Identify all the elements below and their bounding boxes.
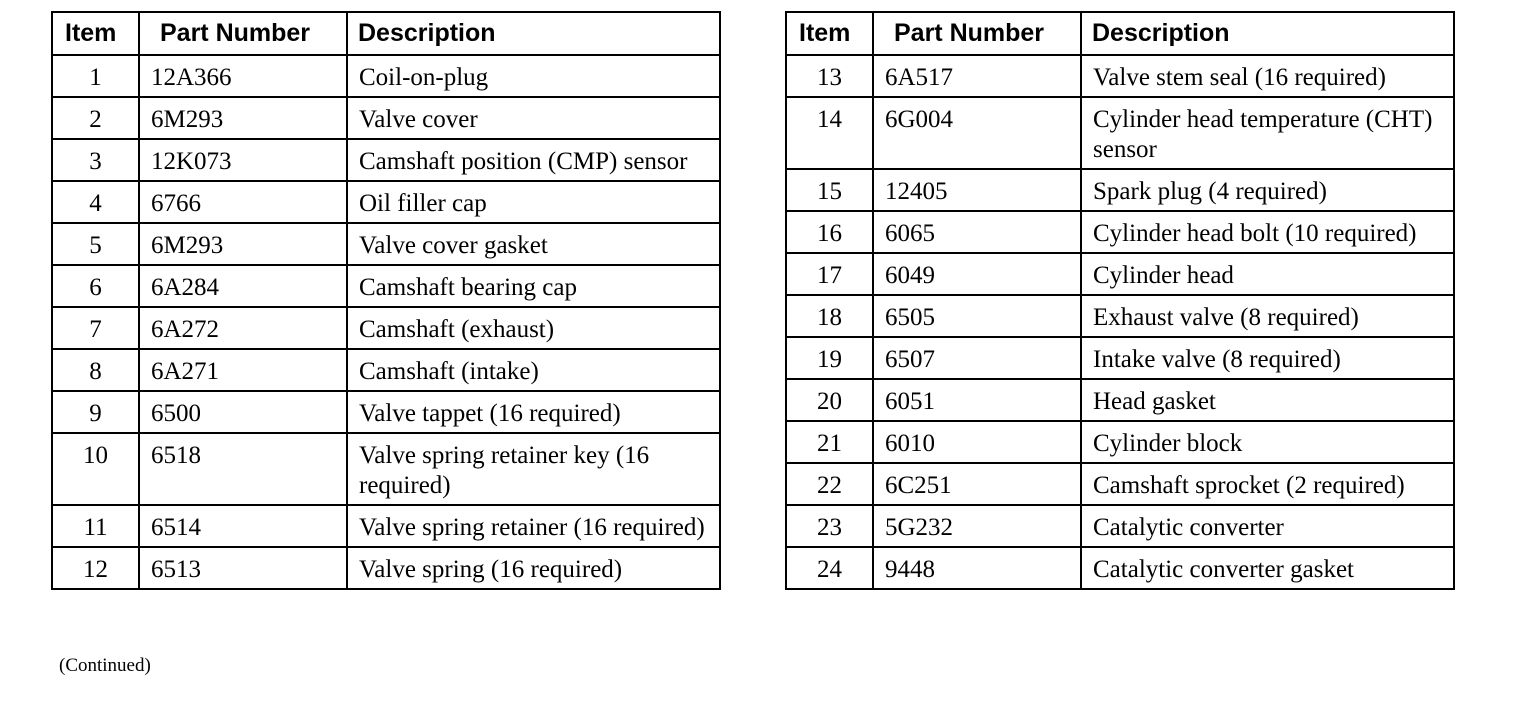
part-number-cell: 5G232	[873, 505, 1081, 547]
description-cell: Exhaust valve (8 required)	[1081, 295, 1454, 337]
part-number-cell: 6051	[873, 379, 1081, 421]
description-cell: Valve cover	[347, 97, 720, 139]
description-cell: Camshaft (intake)	[347, 349, 720, 391]
part-number-cell: 6766	[139, 181, 347, 223]
item-number-cell: 17	[786, 253, 873, 295]
part-number-cell: 6A284	[139, 265, 347, 307]
item-number-cell: 22	[786, 463, 873, 505]
table-row	[52, 223, 720, 265]
table-row	[786, 211, 1454, 253]
column-header-item: Item	[786, 12, 873, 55]
header-row	[786, 12, 1454, 55]
part-number-cell: 6G004	[873, 97, 1081, 169]
part-number-cell: 6514	[139, 505, 347, 547]
table-row	[52, 139, 720, 181]
description-cell: Coil-on-plug	[347, 55, 720, 97]
item-number-cell: 12	[52, 547, 139, 589]
table-row	[786, 97, 1454, 169]
column-header-description: Description	[1081, 12, 1454, 55]
item-number-cell: 19	[786, 337, 873, 379]
table-row	[786, 547, 1454, 589]
item-number-cell: 18	[786, 295, 873, 337]
table-row	[786, 463, 1454, 505]
header-row	[52, 12, 720, 55]
continued-note: (Continued)	[59, 655, 151, 676]
part-number-cell: 6500	[139, 391, 347, 433]
item-number-cell: 10	[52, 433, 139, 505]
table-row	[786, 169, 1454, 211]
part-number-cell: 12405	[873, 169, 1081, 211]
description-cell: Valve tappet (16 required)	[347, 391, 720, 433]
part-number-cell: 6C251	[873, 463, 1081, 505]
description-cell: Valve stem seal (16 required)	[1081, 55, 1454, 97]
description-cell: Cylinder block	[1081, 421, 1454, 463]
part-number-cell: 6M293	[139, 97, 347, 139]
parts-table-left	[51, 11, 721, 590]
table-row	[52, 307, 720, 349]
part-number-cell: 6A517	[873, 55, 1081, 97]
part-number-cell: 6A272	[139, 307, 347, 349]
description-cell: Cylinder head	[1081, 253, 1454, 295]
parts-table-right	[785, 11, 1455, 590]
table-row	[52, 391, 720, 433]
part-number-cell: 6065	[873, 211, 1081, 253]
item-number-cell: 13	[786, 55, 873, 97]
table-row	[52, 97, 720, 139]
item-number-cell: 2	[52, 97, 139, 139]
description-cell: Oil filler cap	[347, 181, 720, 223]
item-number-cell: 9	[52, 391, 139, 433]
item-number-cell: 20	[786, 379, 873, 421]
table-row	[786, 505, 1454, 547]
item-number-cell: 7	[52, 307, 139, 349]
item-number-cell: 23	[786, 505, 873, 547]
column-header-item: Item	[52, 12, 139, 55]
description-cell: Valve cover gasket	[347, 223, 720, 265]
table-row	[52, 547, 720, 589]
description-cell: Valve spring (16 required)	[347, 547, 720, 589]
table-row	[786, 337, 1454, 379]
part-number-cell: 12K073	[139, 139, 347, 181]
item-number-cell: 15	[786, 169, 873, 211]
table-row	[52, 55, 720, 97]
part-number-cell: 12A366	[139, 55, 347, 97]
part-number-cell: 9448	[873, 547, 1081, 589]
column-header-part-number: Part Number	[873, 12, 1081, 55]
item-number-cell: 5	[52, 223, 139, 265]
item-number-cell: 21	[786, 421, 873, 463]
description-cell: Camshaft position (CMP) sensor	[347, 139, 720, 181]
description-cell: Head gasket	[1081, 379, 1454, 421]
table-row	[52, 181, 720, 223]
part-number-cell: 6505	[873, 295, 1081, 337]
table-row	[52, 433, 720, 505]
column-header-part-number: Part Number	[139, 12, 347, 55]
description-cell: Valve spring retainer (16 required)	[347, 505, 720, 547]
table-row	[52, 505, 720, 547]
table-row	[786, 295, 1454, 337]
part-number-cell: 6010	[873, 421, 1081, 463]
part-number-cell: 6049	[873, 253, 1081, 295]
item-number-cell: 16	[786, 211, 873, 253]
item-number-cell: 11	[52, 505, 139, 547]
item-number-cell: 6	[52, 265, 139, 307]
part-number-cell: 6A271	[139, 349, 347, 391]
table-body	[52, 55, 720, 589]
table-row	[52, 265, 720, 307]
description-cell: Camshaft bearing cap	[347, 265, 720, 307]
description-cell: Catalytic converter	[1081, 505, 1454, 547]
description-cell: Valve spring retainer key (16 required)	[347, 433, 720, 505]
item-number-cell: 1	[52, 55, 139, 97]
description-cell: Intake valve (8 required)	[1081, 337, 1454, 379]
description-cell: Cylinder head bolt (10 required)	[1081, 211, 1454, 253]
table-row	[786, 253, 1454, 295]
part-number-cell: 6518	[139, 433, 347, 505]
item-number-cell: 4	[52, 181, 139, 223]
table-row	[786, 55, 1454, 97]
part-number-cell: 6M293	[139, 223, 347, 265]
column-header-description: Description	[347, 12, 720, 55]
item-number-cell: 14	[786, 97, 873, 169]
description-cell: Catalytic converter gasket	[1081, 547, 1454, 589]
item-number-cell: 8	[52, 349, 139, 391]
table-row	[52, 349, 720, 391]
description-cell: Camshaft (exhaust)	[347, 307, 720, 349]
part-number-cell: 6507	[873, 337, 1081, 379]
table-body	[786, 55, 1454, 589]
description-cell: Camshaft sprocket (2 required)	[1081, 463, 1454, 505]
part-number-cell: 6513	[139, 547, 347, 589]
table-row	[786, 379, 1454, 421]
description-cell: Cylinder head temperature (CHT) sensor	[1081, 97, 1454, 169]
item-number-cell: 3	[52, 139, 139, 181]
table-row	[786, 421, 1454, 463]
item-number-cell: 24	[786, 547, 873, 589]
description-cell: Spark plug (4 required)	[1081, 169, 1454, 211]
